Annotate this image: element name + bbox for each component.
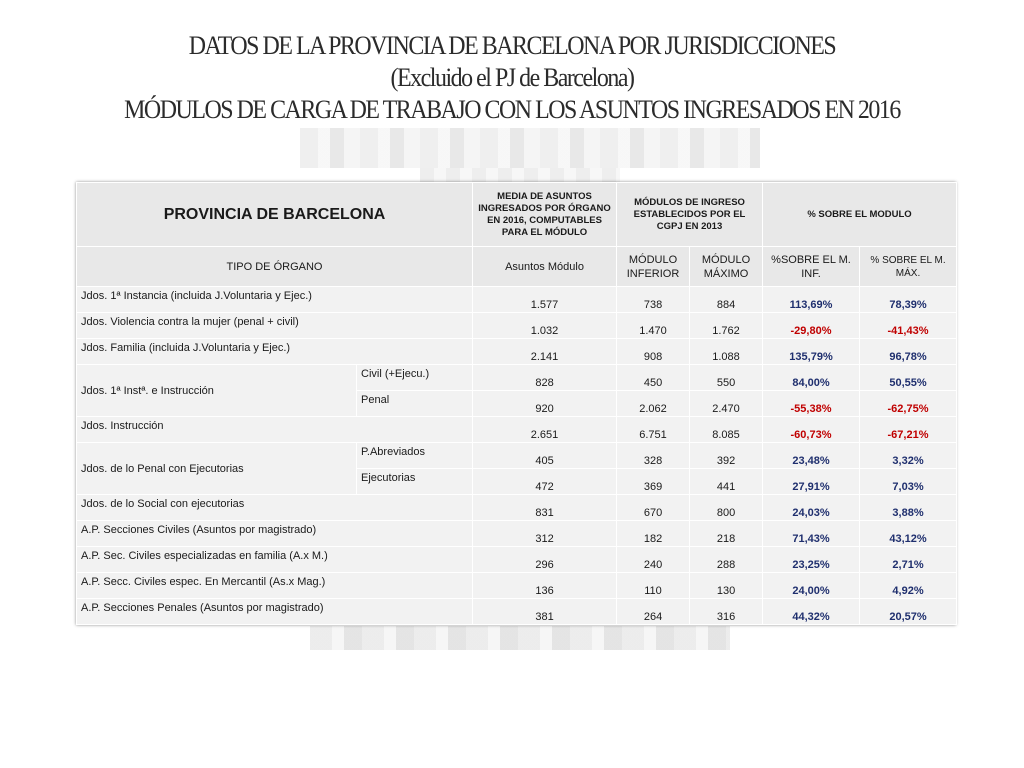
row-label: A.P. Sec. Civiles especializadas en familia (A.x M.) xyxy=(77,547,473,573)
pct-inf-cell: 71,43% xyxy=(763,521,860,547)
modulo-maximo-cell: 1.762 xyxy=(690,313,763,339)
data-table xyxy=(76,182,956,625)
row-sublabel: P.Abreviados xyxy=(357,443,473,469)
table-row xyxy=(77,313,957,339)
asuntos-cell: 136 xyxy=(473,573,617,599)
header-modulos: MÓDULOS DE INGRESO ESTABLECIDOS POR EL CGPJ EN 2013 xyxy=(617,183,763,247)
row-sublabel: Penal xyxy=(357,391,473,417)
table-row xyxy=(77,339,957,365)
modulo-inferior-cell: 908 xyxy=(617,339,690,365)
row-label: Jdos. de lo Penal con Ejecutorias xyxy=(77,443,357,495)
pct-inf-cell: 84,00% xyxy=(763,365,860,391)
modulo-inferior-cell: 450 xyxy=(617,365,690,391)
pct-max-cell: -62,75% xyxy=(860,391,957,417)
pct-inf-cell: -29,80% xyxy=(763,313,860,339)
pct-max-cell: 7,03% xyxy=(860,469,957,495)
subheader-modulo-maximo: MÓDULO MÁXIMO xyxy=(690,247,763,287)
table-row xyxy=(77,287,957,313)
pct-max-cell: -41,43% xyxy=(860,313,957,339)
asuntos-cell: 312 xyxy=(473,521,617,547)
pct-inf-cell: 24,03% xyxy=(763,495,860,521)
title-line-2: (Excluido el PJ de Barcelona) xyxy=(390,63,634,92)
modulo-inferior-cell: 670 xyxy=(617,495,690,521)
asuntos-cell: 381 xyxy=(473,599,617,625)
row-label: Jdos. de lo Social con ejecutorias xyxy=(77,495,473,521)
table-row xyxy=(77,573,957,599)
modulo-inferior-cell: 6.751 xyxy=(617,417,690,443)
modulo-maximo-cell: 8.085 xyxy=(690,417,763,443)
row-label: Jdos. Instrucción xyxy=(77,417,473,443)
table-row xyxy=(77,547,957,573)
modulo-maximo-cell: 288 xyxy=(690,547,763,573)
modulo-inferior-cell: 240 xyxy=(617,547,690,573)
row-label: A.P. Secciones Penales (Asuntos por magistrado) xyxy=(77,599,473,625)
modulo-maximo-cell: 800 xyxy=(690,495,763,521)
modulo-inferior-cell: 2.062 xyxy=(617,391,690,417)
pct-inf-cell: 135,79% xyxy=(763,339,860,365)
pct-inf-cell: 23,25% xyxy=(763,547,860,573)
modulo-maximo-cell: 2.470 xyxy=(690,391,763,417)
subheader-pct-inf: %SOBRE EL M. INF. xyxy=(763,247,860,287)
table-row xyxy=(77,599,957,625)
table-header-row xyxy=(77,183,957,247)
asuntos-cell: 296 xyxy=(473,547,617,573)
title-line-1: DATOS DE LA PROVINCIA DE BARCELONA POR JURISDICCIONES xyxy=(188,31,836,60)
pct-max-cell: 3,32% xyxy=(860,443,957,469)
pct-max-cell: 50,55% xyxy=(860,365,957,391)
header-sobre-modulo: % SOBRE EL MODULO xyxy=(763,183,957,247)
table-body xyxy=(77,287,957,625)
pct-max-cell: 96,78% xyxy=(860,339,957,365)
modulo-maximo-cell: 392 xyxy=(690,443,763,469)
pct-inf-cell: 44,32% xyxy=(763,599,860,625)
table-subheader-row xyxy=(77,247,957,287)
pct-max-cell: 2,71% xyxy=(860,547,957,573)
modulo-maximo-cell: 1.088 xyxy=(690,339,763,365)
asuntos-cell: 831 xyxy=(473,495,617,521)
pct-inf-cell: 27,91% xyxy=(763,469,860,495)
modulo-maximo-cell: 550 xyxy=(690,365,763,391)
header-provincia: PROVINCIA DE BARCELONA xyxy=(77,183,473,247)
table-row xyxy=(77,443,957,469)
asuntos-cell: 920 xyxy=(473,391,617,417)
subheader-modulo-inferior: MÓDULO INFERIOR xyxy=(617,247,690,287)
row-label: Jdos. Violencia contra la mujer (penal + civil) xyxy=(77,313,473,339)
modulo-inferior-cell: 1.470 xyxy=(617,313,690,339)
subheader-tipo: TIPO DE ÓRGANO xyxy=(77,247,473,287)
modulo-inferior-cell: 264 xyxy=(617,599,690,625)
table-row xyxy=(77,365,957,391)
title-line-3: MÓDULOS DE CARGA DE TRABAJO CON LOS ASUNTOS INGRESADOS EN 2016 xyxy=(124,95,900,124)
pct-max-cell: -67,21% xyxy=(860,417,957,443)
pct-max-cell: 78,39% xyxy=(860,287,957,313)
row-sublabel: Civil (+Ejecu.) xyxy=(357,365,473,391)
table-row xyxy=(77,521,957,547)
slide-title xyxy=(41,30,983,126)
row-label: Jdos. 1ª Instª. e Instrucción xyxy=(77,365,357,417)
modulo-inferior-cell: 110 xyxy=(617,573,690,599)
table-row xyxy=(77,495,957,521)
row-sublabel: Ejecutorias xyxy=(357,469,473,495)
asuntos-cell: 405 xyxy=(473,443,617,469)
pct-inf-cell: -60,73% xyxy=(763,417,860,443)
modulo-inferior-cell: 738 xyxy=(617,287,690,313)
header-media: MEDIA DE ASUNTOS INGRESADOS POR ÓRGANO EN 2016, COMPUTABLES PARA EL MÓDULO xyxy=(473,183,617,247)
modulo-maximo-cell: 130 xyxy=(690,573,763,599)
pct-max-cell: 43,12% xyxy=(860,521,957,547)
pct-max-cell: 4,92% xyxy=(860,573,957,599)
subheader-asuntos: Asuntos Módulo xyxy=(473,247,617,287)
blurred-watermark-3 xyxy=(310,626,730,650)
pct-inf-cell: 24,00% xyxy=(763,573,860,599)
modulo-maximo-cell: 218 xyxy=(690,521,763,547)
asuntos-cell: 1.577 xyxy=(473,287,617,313)
table-row xyxy=(77,417,957,443)
row-label: A.P. Secc. Civiles espec. En Mercantil (As.x Mag.) xyxy=(77,573,473,599)
modulo-inferior-cell: 369 xyxy=(617,469,690,495)
row-label: Jdos. Familia (incluida J.Voluntaria y Ejec.) xyxy=(77,339,473,365)
asuntos-cell: 472 xyxy=(473,469,617,495)
blurred-watermark xyxy=(300,128,760,168)
asuntos-cell: 1.032 xyxy=(473,313,617,339)
asuntos-cell: 828 xyxy=(473,365,617,391)
modulo-maximo-cell: 884 xyxy=(690,287,763,313)
row-label: Jdos. 1ª Instancia (incluida J.Voluntaria y Ejec.) xyxy=(77,287,473,313)
pct-max-cell: 3,88% xyxy=(860,495,957,521)
modulo-maximo-cell: 316 xyxy=(690,599,763,625)
pct-inf-cell: 23,48% xyxy=(763,443,860,469)
blurred-watermark-2 xyxy=(420,168,620,182)
asuntos-cell: 2.651 xyxy=(473,417,617,443)
pct-inf-cell: -55,38% xyxy=(763,391,860,417)
subheader-pct-max: % SOBRE EL M. MÁX. xyxy=(860,247,957,287)
row-label: A.P. Secciones Civiles (Asuntos por magistrado) xyxy=(77,521,473,547)
asuntos-cell: 2.141 xyxy=(473,339,617,365)
modulo-maximo-cell: 441 xyxy=(690,469,763,495)
pct-max-cell: 20,57% xyxy=(860,599,957,625)
modulo-inferior-cell: 182 xyxy=(617,521,690,547)
pct-inf-cell: 113,69% xyxy=(763,287,860,313)
modulo-inferior-cell: 328 xyxy=(617,443,690,469)
